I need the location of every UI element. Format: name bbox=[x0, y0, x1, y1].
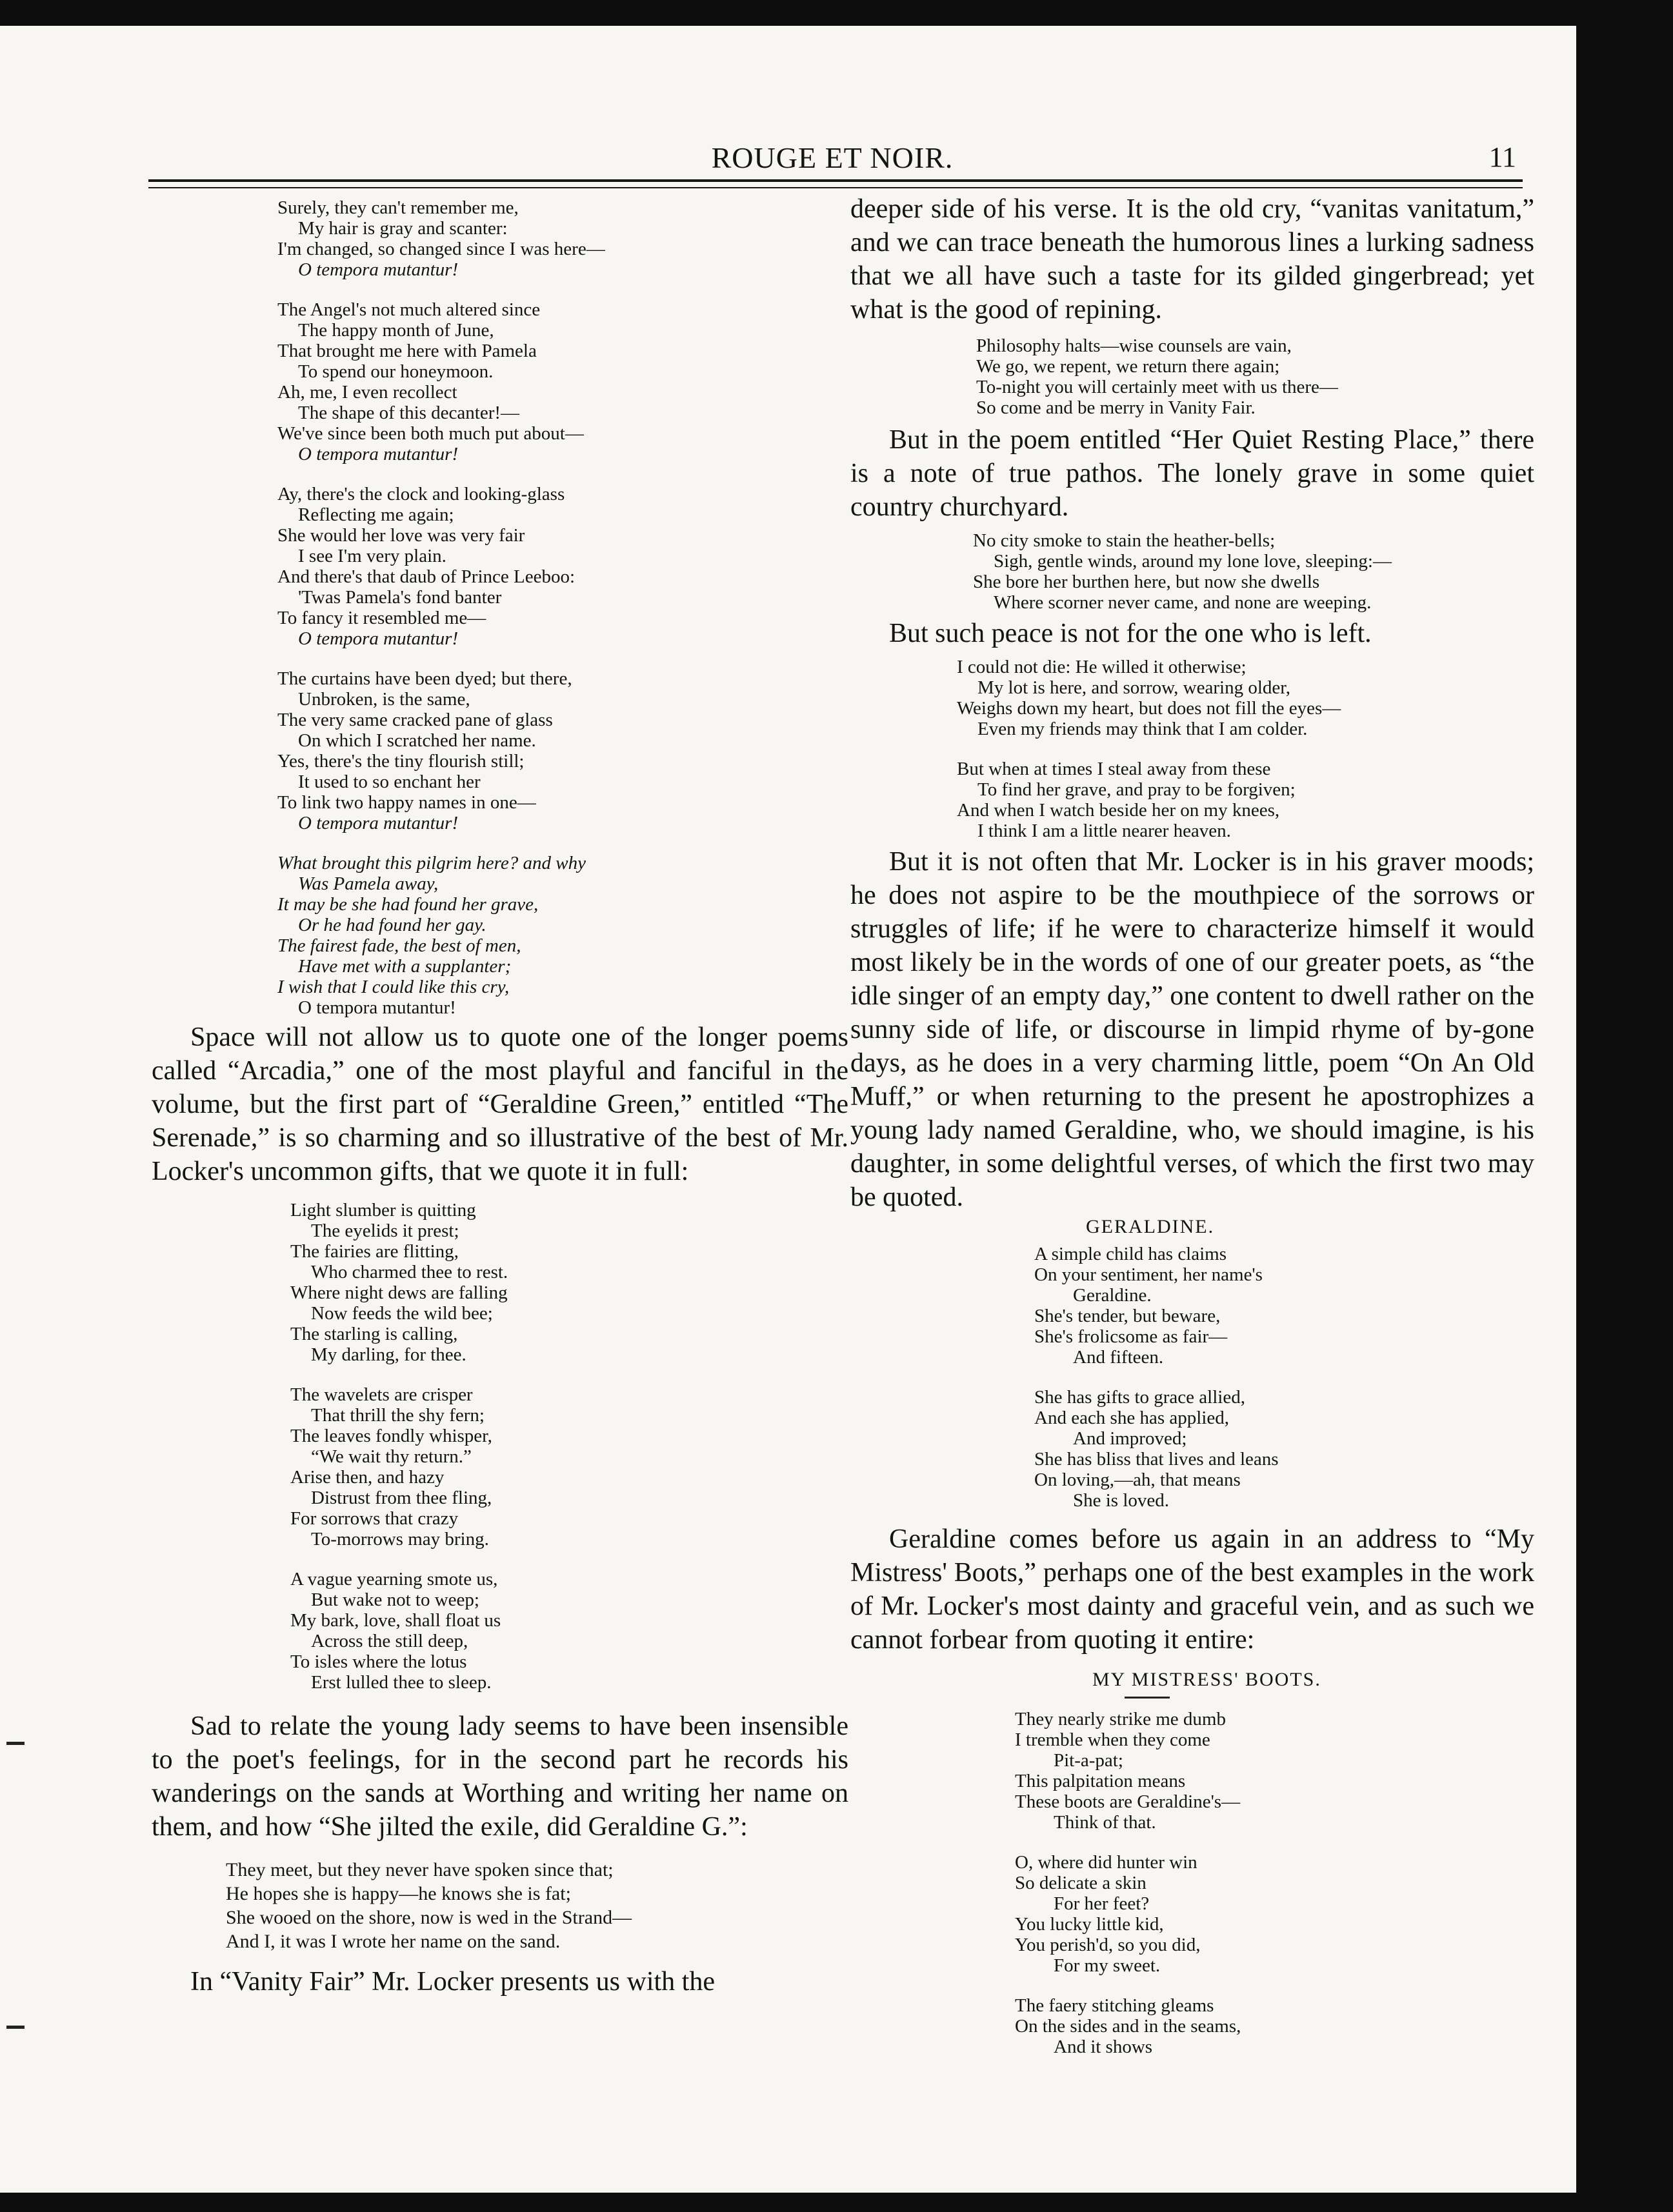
poem-serenade bbox=[290, 1200, 848, 1693]
poem-line: The shape of this decanter!— bbox=[298, 403, 520, 423]
poem-line: He hopes she is happy—he knows she is fat; bbox=[226, 1883, 571, 1904]
poem-line: To find her grave, and pray to be forgiven; bbox=[977, 779, 1296, 800]
poem-line: It used to so enchant her bbox=[298, 772, 481, 792]
poem-line: She has gifts to grace allied, bbox=[1034, 1387, 1245, 1408]
poem-line: So delicate a skin bbox=[1015, 1873, 1147, 1893]
poem-line: Even my friends may think that I am colder. bbox=[977, 719, 1308, 739]
paragraph-sad: Sad to relate the young lady seems to have been insensible to the poet's feelings, for in the second part he records his wanderings on the sands at Worthing and writing her name on them, and how “She jilted the exile, did Geraldine G.”: bbox=[152, 1711, 848, 1842]
poem-line: The wavelets are crisper bbox=[290, 1384, 473, 1405]
poem-line: You lucky little kid, bbox=[1015, 1914, 1164, 1935]
stanza bbox=[277, 484, 848, 649]
poem-line: Light slumber is quitting bbox=[290, 1200, 476, 1221]
stanza bbox=[973, 530, 1534, 613]
poem-line: 'Twas Pamela's fond banter bbox=[298, 587, 502, 608]
header-rule bbox=[148, 179, 1523, 182]
stanza bbox=[957, 759, 1534, 841]
poem-line: My hair is gray and scanter: bbox=[298, 218, 508, 239]
poem-line: And there's that daub of Prince Leeboo: bbox=[277, 566, 576, 587]
poem-line: The Angel's not much altered since bbox=[277, 299, 541, 320]
poem-line: Where night dews are falling bbox=[290, 1282, 508, 1303]
poem-line: To fancy it resembled me— bbox=[277, 608, 486, 628]
poem-line: And fifteen. bbox=[1073, 1347, 1164, 1368]
poem-line: They meet, but they never have spoken since that; bbox=[226, 1859, 614, 1880]
poem-line: Where scorner never came, and none are weeping. bbox=[994, 592, 1372, 613]
poem-line: But when at times I steal away from these bbox=[957, 759, 1271, 779]
poem-line: She wooed on the shore, now is wed in the Strand— bbox=[226, 1907, 632, 1928]
poem-line: Yes, there's the tiny flourish still; bbox=[277, 751, 525, 772]
poem-line: And when I watch beside her on my knees, bbox=[957, 800, 1280, 821]
poem-line: Ah, me, I even recollect bbox=[277, 382, 457, 403]
paragraph-vanity-fair: In “Vanity Fair” Mr. Locker presents us with the bbox=[190, 1967, 715, 1997]
poem-line: Philosophy halts—wise counsels are vain, bbox=[976, 335, 1292, 356]
poem-mistress-boots-body bbox=[1015, 1709, 1534, 2057]
poem-line: And improved; bbox=[1073, 1428, 1187, 1449]
poem-line: And each she has applied, bbox=[1034, 1408, 1229, 1428]
poem-line: My lot is here, and sorrow, wearing older, bbox=[977, 677, 1290, 698]
poem-line: The fairies are flitting, bbox=[290, 1241, 459, 1262]
poem-line: They nearly strike me dumb bbox=[1015, 1709, 1226, 1729]
poem-line: My bark, love, shall float us bbox=[290, 1610, 501, 1631]
poem-line: Erst lulled thee to sleep. bbox=[311, 1672, 492, 1693]
poem-line: And it shows bbox=[1054, 2037, 1153, 2057]
stanza bbox=[1015, 1709, 1534, 1833]
poem-line: Ay, there's the clock and looking-glass bbox=[277, 484, 565, 504]
poem-line: I tremble when they come bbox=[1015, 1729, 1210, 1750]
poem-jilted bbox=[226, 1858, 848, 1953]
poem-line: What brought this pilgrim here? and why bbox=[277, 853, 586, 873]
right-column bbox=[850, 192, 1534, 2160]
poem-line: She's frolicsome as fair— bbox=[1034, 1326, 1228, 1347]
poem-line: On loving,—ah, that means bbox=[1034, 1470, 1241, 1490]
stanza bbox=[277, 197, 848, 280]
poem-line: She would her love was very fair bbox=[277, 525, 525, 546]
poem-line: Arise then, and hazy bbox=[290, 1467, 445, 1488]
poem-line: I'm changed, so changed since I was here— bbox=[277, 239, 605, 259]
poem-line: She is loved. bbox=[1073, 1490, 1170, 1511]
poem-line: The fairest fade, the best of men, bbox=[277, 935, 521, 956]
poem-line: Across the still deep, bbox=[311, 1631, 468, 1651]
poem-line: O tempora mutantur! bbox=[298, 997, 456, 1018]
stanza bbox=[1015, 1852, 1534, 1976]
poem-line: For her feet? bbox=[1054, 1893, 1150, 1914]
paragraph-deeper-side: deeper side of his verse. It is the old cry, “vanitas vanitatum,” and we can trace beneath the humorous lines a lurking sadness that we all have such a taste for its gilded gingerbread; yet what is the good of repining. bbox=[850, 194, 1534, 324]
poem-line: I could not die: He willed it otherwise; bbox=[957, 657, 1247, 677]
poem-geraldine-body bbox=[1034, 1244, 1534, 1511]
poem-line: That brought me here with Pamela bbox=[277, 341, 537, 361]
poem-mistress-boots bbox=[1015, 1669, 1534, 2057]
poem-line: On which I scratched her name. bbox=[298, 730, 536, 751]
poem-line: The starling is calling, bbox=[290, 1324, 458, 1344]
poem-line: Now feeds the wild bee; bbox=[311, 1303, 493, 1324]
stanza bbox=[290, 1569, 848, 1693]
poem-line: The happy month of June, bbox=[298, 320, 494, 341]
poem-line: O tempora mutantur! bbox=[298, 259, 459, 280]
poem-line: Weighs down my heart, but does not fill the eyes— bbox=[957, 698, 1341, 719]
poem-line: Who charmed thee to rest. bbox=[311, 1262, 508, 1282]
paragraph-mistress-boots: Geraldine comes before us again in an address to “My Mistress' Boots,” perhaps one of the best examples in the work of Mr. Locker's most dainty and graceful vein, and as such we cannot forbear from quoting it entire: bbox=[850, 1524, 1534, 1655]
poem-resting-place bbox=[973, 530, 1534, 613]
poem-line: To link two happy names in one— bbox=[277, 792, 536, 813]
poem-peace bbox=[957, 657, 1534, 841]
poem-line: We go, we repent, we return there again; bbox=[976, 356, 1280, 377]
poem-line: The faery stitching gleams bbox=[1015, 1995, 1214, 2016]
poem-line: We've since been both much put about— bbox=[277, 423, 584, 444]
poem-title-mistress-boots: MY MISTRESS' BOOTS. bbox=[1092, 1669, 1321, 1690]
running-header bbox=[148, 141, 1516, 173]
poem-line: I wish that I could like this cry, bbox=[277, 977, 510, 997]
poem-o-tempora bbox=[277, 197, 848, 1018]
stanza bbox=[1034, 1387, 1534, 1511]
poem-line: Pit-a-pat; bbox=[1054, 1750, 1123, 1771]
poem-line: O tempora mutantur! bbox=[298, 444, 459, 464]
poem-line: I think I am a little nearer heaven. bbox=[977, 821, 1231, 841]
poem-line: But wake not to weep; bbox=[311, 1589, 479, 1610]
poem-line: So come and be merry in Vanity Fair. bbox=[976, 397, 1256, 418]
poem-line: On your sentiment, her name's bbox=[1034, 1264, 1263, 1285]
poem-line: Geraldine. bbox=[1073, 1285, 1152, 1306]
header-rule-thin bbox=[148, 187, 1523, 188]
poem-line: Distrust from thee fling, bbox=[311, 1488, 492, 1508]
poem-line: To spend our honeymoon. bbox=[298, 361, 494, 382]
poem-line: A simple child has claims bbox=[1034, 1244, 1227, 1264]
poem-line: And I, it was I wrote her name on the sand. bbox=[226, 1931, 561, 1952]
stanza bbox=[957, 657, 1534, 739]
stanza bbox=[976, 335, 1534, 418]
stanza bbox=[277, 853, 848, 1018]
title-rule bbox=[1125, 1697, 1170, 1699]
poem-line: Surely, they can't remember me, bbox=[277, 197, 519, 218]
stanza bbox=[1034, 1244, 1534, 1368]
poem-line: To-night you will certainly meet with us there— bbox=[976, 377, 1338, 397]
scan-border-right bbox=[1576, 0, 1673, 2212]
page-number: 11 bbox=[1488, 141, 1516, 173]
paragraph-space: Space will not allow us to quote one of the longer poems called “Arcadia,” one of the most playful and fanciful in the volume, but the first part of “Geraldine Green,” entitled “The Serenade,” is so charming and so illustrative of the best of Mr. Locker's uncommon gifts, that we quote it in full: bbox=[152, 1022, 848, 1186]
stanza bbox=[226, 1858, 848, 1953]
poem-line: You perish'd, so you did, bbox=[1015, 1935, 1201, 1955]
poem-line: The eyelids it prest; bbox=[311, 1221, 459, 1241]
poem-line: O, where did hunter win bbox=[1015, 1852, 1197, 1873]
poem-line: Or he had found her gay. bbox=[298, 915, 486, 935]
stanza bbox=[277, 668, 848, 833]
poem-line: Think of that. bbox=[1054, 1812, 1156, 1833]
scan-mark bbox=[6, 2026, 25, 2029]
stanza bbox=[290, 1200, 848, 1365]
journal-title: ROUGE ET NOIR. bbox=[711, 141, 954, 174]
poem-line: “We wait thy return.” bbox=[311, 1446, 472, 1467]
stanza bbox=[1015, 1995, 1534, 2057]
poem-line: She bore her burthen here, but now she dwells bbox=[973, 572, 1320, 592]
poem-line: The curtains have been dyed; but there, bbox=[277, 668, 572, 689]
left-column bbox=[152, 197, 848, 2165]
poem-line: No city smoke to stain the heather-bells; bbox=[973, 530, 1276, 551]
poem-line: On the sides and in the seams, bbox=[1015, 2016, 1241, 2037]
poem-line: My darling, for thee. bbox=[311, 1344, 466, 1365]
scan-mark bbox=[6, 1742, 25, 1745]
poem-line: She has bliss that lives and leans bbox=[1034, 1449, 1279, 1470]
poem-line: Was Pamela away, bbox=[298, 873, 439, 894]
paragraph-graver-moods: But it is not often that Mr. Locker is in his graver moods; he does not aspire to be the mouthpiece of the sorrows or struggles of life; if he were to characterize himself it would most likely be in the words of one of our greater poets, as “the idle singer of an empty day,” one content to dwell rather on the sunny side of life, or discourse in limpid rhyme of by-gone days, as he does in a very charming little, poem “On An Old Muff,” or when returning to the present he apostrophizes a young lady named Geraldine, who, we should imagine, is his daughter, in some delightful verses, of which the first two may be quoted. bbox=[850, 847, 1534, 1212]
poem-line: Unbroken, is the same, bbox=[298, 689, 470, 710]
scan-left-marks bbox=[0, 1032, 32, 2212]
poem-line: Reflecting me again; bbox=[298, 504, 454, 525]
poem-line: To isles where the lotus bbox=[290, 1651, 467, 1672]
poem-line: I see I'm very plain. bbox=[298, 546, 446, 566]
poem-line: To-morrows may bring. bbox=[311, 1529, 489, 1549]
poem-line: These boots are Geraldine's— bbox=[1015, 1791, 1241, 1812]
poem-geraldine bbox=[1034, 1217, 1534, 1511]
stanza bbox=[277, 299, 848, 464]
poem-line: She's tender, but beware, bbox=[1034, 1306, 1221, 1326]
poem-line: A vague yearning smote us, bbox=[290, 1569, 498, 1589]
scan-border-bottom bbox=[0, 2193, 1673, 2212]
stanza bbox=[290, 1384, 848, 1549]
poem-line: The leaves fondly whisper, bbox=[290, 1426, 492, 1446]
poem-vanity-fair bbox=[976, 335, 1534, 418]
poem-line: The very same cracked pane of glass bbox=[277, 710, 553, 730]
poem-line: O tempora mutantur! bbox=[298, 628, 459, 649]
paragraph-resting-place: But in the poem entitled “Her Quiet Resting Place,” there is a note of true pathos. The lonely grave in some quiet country churchyard. bbox=[850, 425, 1534, 522]
poem-line: Sigh, gentle winds, around my lone love, sleeping:— bbox=[994, 551, 1392, 572]
poem-title-geraldine: GERALDINE. bbox=[1086, 1216, 1215, 1237]
paragraph-peace: But such peace is not for the one who is left. bbox=[889, 619, 1372, 648]
poem-line: For my sweet. bbox=[1054, 1955, 1161, 1976]
poem-line: That thrill the shy fern; bbox=[311, 1405, 485, 1426]
poem-line: O tempora mutantur! bbox=[298, 813, 459, 833]
poem-line: It may be she had found her grave, bbox=[277, 894, 539, 915]
poem-line: Have met with a supplanter; bbox=[298, 956, 512, 977]
poem-line: For sorrows that crazy bbox=[290, 1508, 459, 1529]
scan-border-top bbox=[0, 0, 1673, 26]
poem-line: This palpitation means bbox=[1015, 1771, 1186, 1791]
